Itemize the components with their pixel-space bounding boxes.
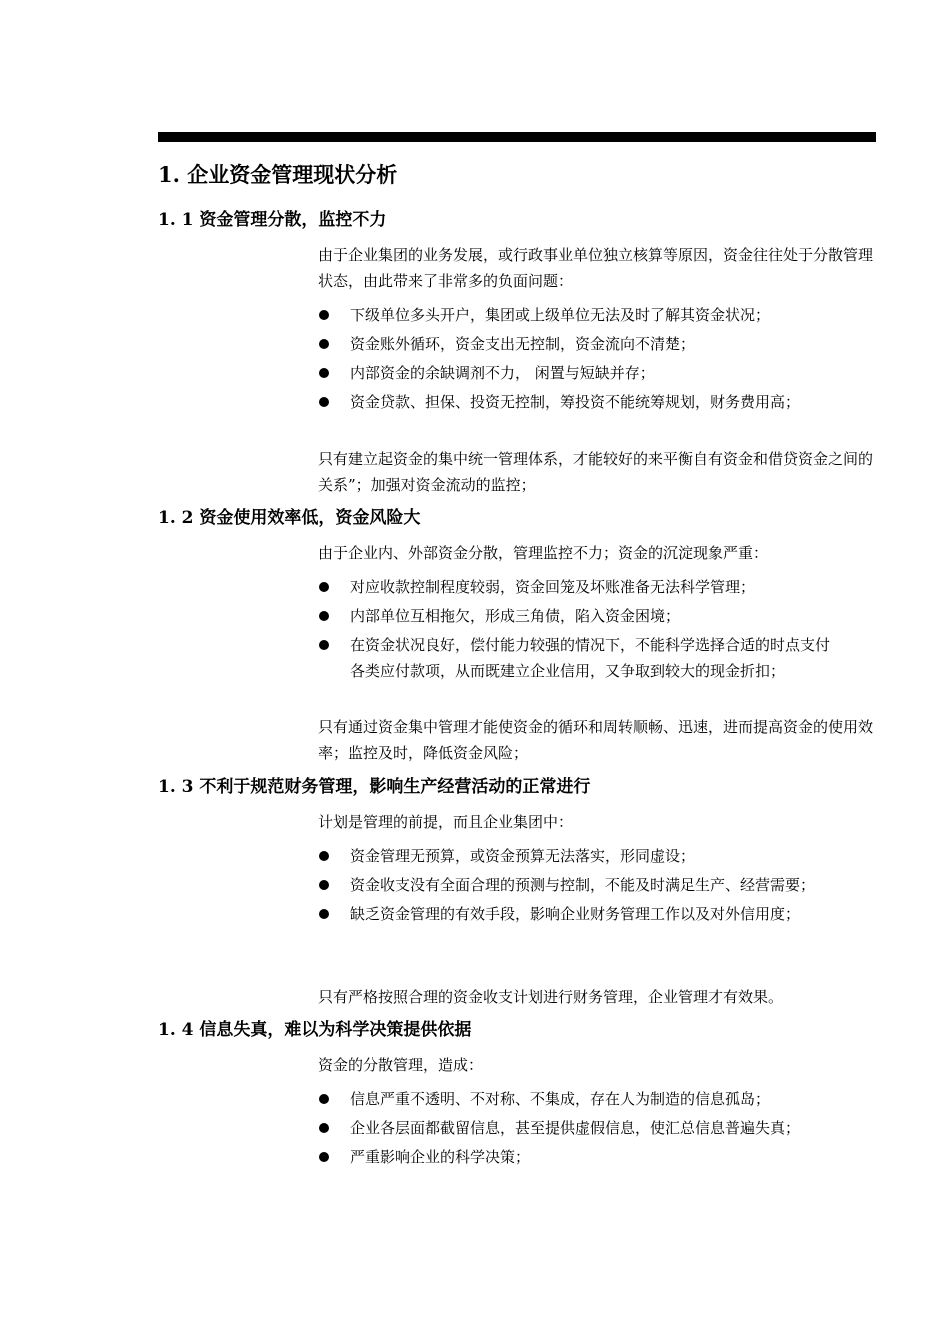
list-item: 资金收支没有全面合理的预测与控制，不能及时满足生产、经营需要； <box>318 872 838 898</box>
section-heading: 1. 2 资金使用效率低，资金风险大 <box>158 508 421 528</box>
list-item: 信息严重不透明、不对称、不集成，存在人为制造的信息孤岛； <box>318 1086 838 1112</box>
bullet-dot-icon <box>319 1094 329 1104</box>
bullet-dot-icon <box>319 368 329 378</box>
list-item: 缺乏资金管理的有效手段，影响企业财务管理工作以及对外信用度； <box>318 901 838 927</box>
list-item: 内部资金的余缺调剂不力， 闲置与短缺并存； <box>318 360 838 386</box>
section-intro: 由于企业内、外部资金分散，管理监控不力；资金的沉淀现象严重： <box>318 544 769 562</box>
section-intro: 由于企业集团的业务发展，或行政事业单位独立核算等原因，资金往往处于分散管理状态，由此带来了非常多的负面问题： <box>318 246 874 290</box>
list-item: 在资金状况良好，偿付能力较强的情况下，不能科学选择合适的时点支付各类应付款项，从而既建立企业信用，又争取到较大的现金折扣； <box>318 632 838 684</box>
section-heading: 1. 4 信息失真，难以为科学决策提供依据 <box>158 1020 472 1040</box>
section-conclusion: 只有通过资金集中管理才能使资金的循环和周转顺畅、迅速，进而提高资金的使用效率；监控及时，降低资金风险； <box>318 718 874 762</box>
bullet-dot-icon <box>319 880 329 890</box>
bullet-list <box>318 302 838 418</box>
bullet-dot-icon <box>319 339 329 349</box>
bullet-dot-icon <box>319 397 329 407</box>
bullet-list <box>318 1086 838 1173</box>
list-item: 下级单位多头开户，集团或上级单位无法及时了解其资金状况； <box>318 302 838 328</box>
section-intro: 资金的分散管理，造成： <box>318 1056 484 1074</box>
header-rule <box>158 132 876 142</box>
list-item: 企业各层面都截留信息，甚至提供虚假信息，使汇总信息普遍失真； <box>318 1115 838 1141</box>
section-conclusion: 只有建立起资金的集中统一管理体系，才能较好的来平衡自有资金和借贷资金之间的关系”；加强对资金流动的监控； <box>318 450 874 494</box>
bullet-dot-icon <box>319 1123 329 1133</box>
bullet-list <box>318 574 838 687</box>
list-item: 资金管理无预算，或资金预算无法落实，形同虚设； <box>318 843 838 869</box>
list-item: 严重影响企业的科学决策； <box>318 1144 838 1170</box>
bullet-dot-icon <box>319 310 329 320</box>
bullet-dot-icon <box>319 1152 329 1162</box>
list-item: 对应收款控制程度较弱，资金回笼及坏账准备无法科学管理； <box>318 574 838 600</box>
list-item: 资金贷款、担保、投资无控制，筹投资不能统筹规划，财务费用高； <box>318 389 838 415</box>
bullet-dot-icon <box>319 611 329 621</box>
bullet-dot-icon <box>319 909 329 919</box>
section-heading: 1. 3 不利于规范财务管理，影响生产经营活动的正常进行 <box>158 777 591 797</box>
section-intro: 计划是管理的前提，而且企业集团中： <box>318 813 574 831</box>
list-item: 内部单位互相拖欠，形成三角债，陷入资金困境； <box>318 603 838 629</box>
list-item: 资金账外循环，资金支出无控制，资金流向不清楚； <box>318 331 838 357</box>
section-heading: 1. 1 资金管理分散，监控不力 <box>158 210 387 230</box>
bullet-dot-icon <box>319 851 329 861</box>
bullet-dot-icon <box>319 640 329 650</box>
bullet-list <box>318 843 838 930</box>
bullet-dot-icon <box>319 582 329 592</box>
section-conclusion: 只有严格按照合理的资金收支计划进行财务管理，企业管理才有效果。 <box>318 988 784 1006</box>
page-title: 1. 企业资金管理现状分析 <box>158 162 398 187</box>
